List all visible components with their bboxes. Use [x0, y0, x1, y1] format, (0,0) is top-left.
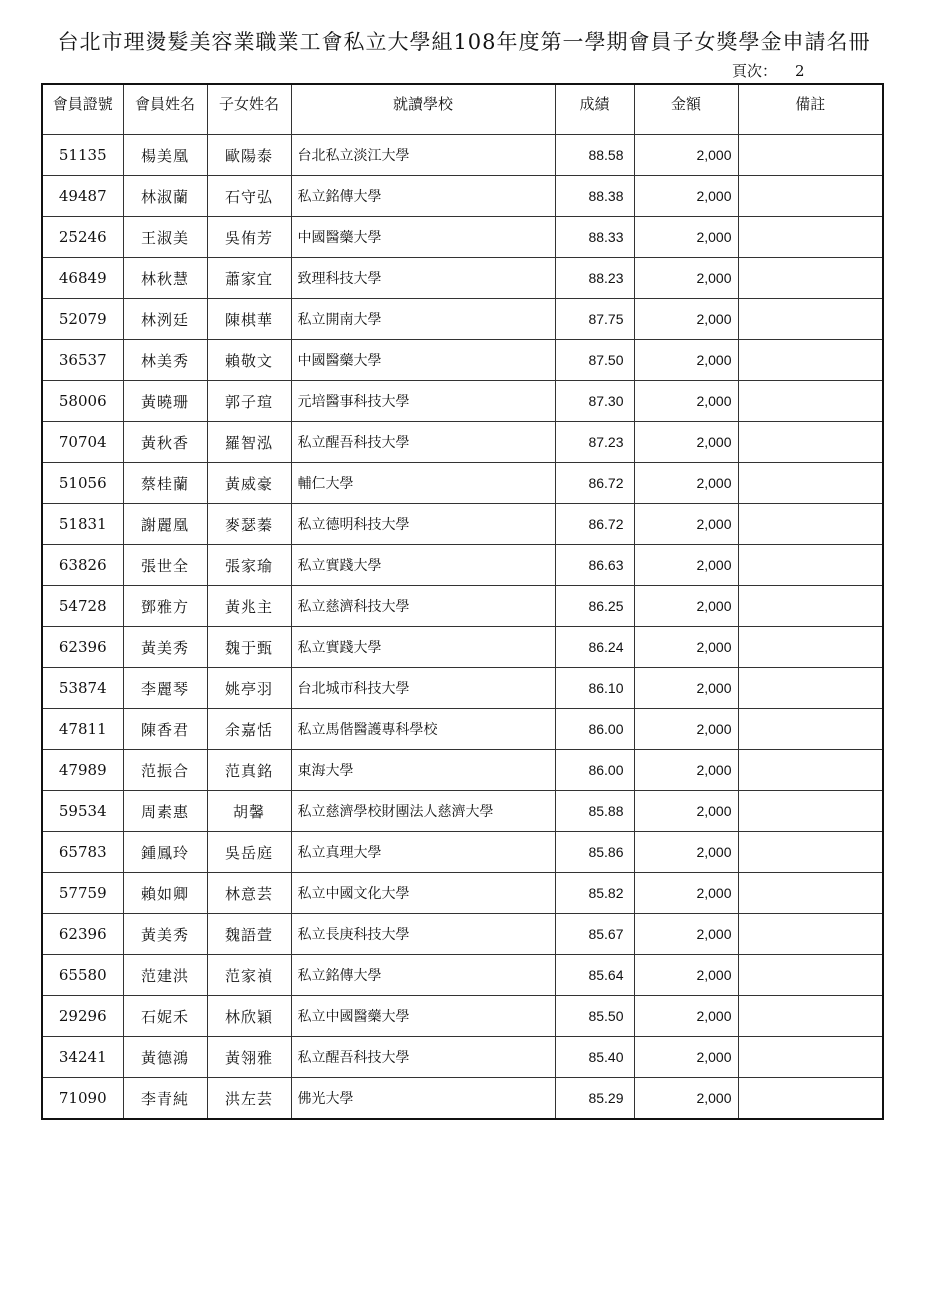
member-id-cell: 47989 [42, 750, 123, 791]
school-cell: 中國醫藥大學 [291, 340, 555, 381]
note-cell [738, 504, 883, 545]
child-name-cell: 姚亭羽 [207, 668, 291, 709]
header-amount: 金額 [634, 84, 738, 135]
member-name-cell: 張世全 [123, 545, 207, 586]
school-cell: 元培醫事科技大學 [291, 381, 555, 422]
school-cell: 私立醒吾科技大學 [291, 1037, 555, 1078]
score-cell: 87.50 [555, 340, 634, 381]
member-name-cell: 楊美凰 [123, 135, 207, 176]
table-row [42, 299, 883, 340]
member-id-cell: 63826 [42, 545, 123, 586]
score-cell: 86.10 [555, 668, 634, 709]
school-cell: 私立開南大學 [291, 299, 555, 340]
table-row [42, 258, 883, 299]
member-name-cell: 鍾鳳玲 [123, 832, 207, 873]
school-cell: 私立銘傳大學 [291, 955, 555, 996]
member-name-cell: 黃秋香 [123, 422, 207, 463]
member-name-cell: 王淑美 [123, 217, 207, 258]
table-row [42, 422, 883, 463]
table-row [42, 955, 883, 996]
header-school: 就讀學校 [291, 84, 555, 135]
score-cell: 86.63 [555, 545, 634, 586]
amount-cell: 2,000 [634, 873, 738, 914]
score-cell: 87.23 [555, 422, 634, 463]
note-cell [738, 586, 883, 627]
amount-cell: 2,000 [634, 914, 738, 955]
header-child-name: 子女姓名 [207, 84, 291, 135]
member-id-cell: 47811 [42, 709, 123, 750]
school-cell: 台北城市科技大學 [291, 668, 555, 709]
table-header-row [42, 84, 883, 135]
member-name-cell: 黃美秀 [123, 627, 207, 668]
score-cell: 88.58 [555, 135, 634, 176]
amount-cell: 2,000 [634, 750, 738, 791]
note-cell [738, 217, 883, 258]
page-number [732, 60, 805, 81]
school-cell: 私立實踐大學 [291, 545, 555, 586]
note-cell [738, 627, 883, 668]
table-row [42, 586, 883, 627]
child-name-cell: 麥瑟蓁 [207, 504, 291, 545]
page-number-value: 2 [795, 62, 805, 80]
member-id-cell: 49487 [42, 176, 123, 217]
school-cell: 輔仁大學 [291, 463, 555, 504]
note-cell [738, 750, 883, 791]
child-name-cell: 林意芸 [207, 873, 291, 914]
table-row [42, 750, 883, 791]
note-cell [738, 873, 883, 914]
member-name-cell: 林秋慧 [123, 258, 207, 299]
school-cell: 私立銘傳大學 [291, 176, 555, 217]
member-name-cell: 李麗琴 [123, 668, 207, 709]
school-cell: 私立中國文化大學 [291, 873, 555, 914]
table-row [42, 873, 883, 914]
member-id-cell: 57759 [42, 873, 123, 914]
member-name-cell: 黃德鴻 [123, 1037, 207, 1078]
table-row [42, 627, 883, 668]
child-name-cell: 蕭家宜 [207, 258, 291, 299]
amount-cell: 2,000 [634, 340, 738, 381]
score-cell: 85.88 [555, 791, 634, 832]
member-id-cell: 34241 [42, 1037, 123, 1078]
member-id-cell: 62396 [42, 627, 123, 668]
member-id-cell: 62396 [42, 914, 123, 955]
score-cell: 85.29 [555, 1078, 634, 1120]
score-cell: 87.75 [555, 299, 634, 340]
member-id-cell: 71090 [42, 1078, 123, 1120]
note-cell [738, 545, 883, 586]
amount-cell: 2,000 [634, 1037, 738, 1078]
amount-cell: 2,000 [634, 832, 738, 873]
table-row [42, 1037, 883, 1078]
score-cell: 85.86 [555, 832, 634, 873]
note-cell [738, 791, 883, 832]
school-cell: 私立中國醫藥大學 [291, 996, 555, 1037]
note-cell [738, 340, 883, 381]
score-cell: 85.40 [555, 1037, 634, 1078]
member-id-cell: 51056 [42, 463, 123, 504]
document-title: 台北市理燙髮美容業職業工會私立大學組108年度第一學期會員子女獎學金申請名冊 [57, 30, 871, 54]
amount-cell: 2,000 [634, 422, 738, 463]
score-cell: 86.24 [555, 627, 634, 668]
child-name-cell: 郭子瑄 [207, 381, 291, 422]
note-cell [738, 668, 883, 709]
note-cell [738, 832, 883, 873]
member-name-cell: 李青純 [123, 1078, 207, 1120]
member-id-cell: 51831 [42, 504, 123, 545]
member-name-cell: 蔡桂蘭 [123, 463, 207, 504]
score-cell: 86.00 [555, 750, 634, 791]
amount-cell: 2,000 [634, 1078, 738, 1120]
note-cell [738, 996, 883, 1037]
score-cell: 88.23 [555, 258, 634, 299]
child-name-cell: 黃威豪 [207, 463, 291, 504]
child-name-cell: 吳岳庭 [207, 832, 291, 873]
member-id-cell: 65580 [42, 955, 123, 996]
note-cell [738, 955, 883, 996]
score-cell: 85.67 [555, 914, 634, 955]
school-cell: 私立實踐大學 [291, 627, 555, 668]
amount-cell: 2,000 [634, 176, 738, 217]
note-cell [738, 176, 883, 217]
score-cell: 85.64 [555, 955, 634, 996]
amount-cell: 2,000 [634, 545, 738, 586]
child-name-cell: 賴敬文 [207, 340, 291, 381]
amount-cell: 2,000 [634, 668, 738, 709]
note-cell [738, 299, 883, 340]
school-cell: 私立醒吾科技大學 [291, 422, 555, 463]
note-cell [738, 709, 883, 750]
score-cell: 85.82 [555, 873, 634, 914]
score-cell: 86.00 [555, 709, 634, 750]
amount-cell: 2,000 [634, 463, 738, 504]
table-row [42, 996, 883, 1037]
member-id-cell: 29296 [42, 996, 123, 1037]
child-name-cell: 胡馨 [207, 791, 291, 832]
member-name-cell: 林淑蘭 [123, 176, 207, 217]
page-number-label: 頁次： [732, 62, 778, 80]
note-cell [738, 422, 883, 463]
table-row [42, 791, 883, 832]
header-note: 備註 [738, 84, 883, 135]
child-name-cell: 林欣穎 [207, 996, 291, 1037]
member-id-cell: 65783 [42, 832, 123, 873]
member-id-cell: 59534 [42, 791, 123, 832]
member-id-cell: 25246 [42, 217, 123, 258]
table-row [42, 545, 883, 586]
member-name-cell: 謝麗凰 [123, 504, 207, 545]
note-cell [738, 1037, 883, 1078]
header-member-id: 會員證號 [42, 84, 123, 135]
score-cell: 88.33 [555, 217, 634, 258]
member-id-cell: 36537 [42, 340, 123, 381]
school-cell: 致理科技大學 [291, 258, 555, 299]
child-name-cell: 范真銘 [207, 750, 291, 791]
member-name-cell: 賴如卿 [123, 873, 207, 914]
school-cell: 私立慈濟學校財團法人慈濟大學 [291, 791, 555, 832]
note-cell [738, 914, 883, 955]
member-name-cell: 石妮禾 [123, 996, 207, 1037]
score-cell: 86.25 [555, 586, 634, 627]
header-score: 成績 [555, 84, 634, 135]
amount-cell: 2,000 [634, 217, 738, 258]
school-cell: 私立德明科技大學 [291, 504, 555, 545]
table-row [42, 709, 883, 750]
school-cell: 私立真理大學 [291, 832, 555, 873]
table-row [42, 217, 883, 258]
amount-cell: 2,000 [634, 709, 738, 750]
amount-cell: 2,000 [634, 996, 738, 1037]
member-id-cell: 54728 [42, 586, 123, 627]
table-row [42, 914, 883, 955]
child-name-cell: 歐陽泰 [207, 135, 291, 176]
table-row [42, 176, 883, 217]
score-cell: 86.72 [555, 463, 634, 504]
member-name-cell: 陳香君 [123, 709, 207, 750]
table-row [42, 832, 883, 873]
school-cell: 私立慈濟科技大學 [291, 586, 555, 627]
scholarship-roster-table [41, 83, 884, 1120]
child-name-cell: 黃翎雅 [207, 1037, 291, 1078]
table-row [42, 504, 883, 545]
note-cell [738, 1078, 883, 1120]
school-cell: 私立長庚科技大學 [291, 914, 555, 955]
member-name-cell: 黃曉珊 [123, 381, 207, 422]
member-id-cell: 51135 [42, 135, 123, 176]
amount-cell: 2,000 [634, 955, 738, 996]
table-row [42, 463, 883, 504]
note-cell [738, 463, 883, 504]
member-id-cell: 53874 [42, 668, 123, 709]
school-cell: 台北私立淡江大學 [291, 135, 555, 176]
header-member-name: 會員姓名 [123, 84, 207, 135]
member-id-cell: 46849 [42, 258, 123, 299]
score-cell: 88.38 [555, 176, 634, 217]
child-name-cell: 陳棋華 [207, 299, 291, 340]
child-name-cell: 魏語萱 [207, 914, 291, 955]
note-cell [738, 258, 883, 299]
child-name-cell: 范家禎 [207, 955, 291, 996]
amount-cell: 2,000 [634, 135, 738, 176]
school-cell: 中國醫藥大學 [291, 217, 555, 258]
member-name-cell: 范建洪 [123, 955, 207, 996]
member-id-cell: 70704 [42, 422, 123, 463]
table-row [42, 340, 883, 381]
member-id-cell: 52079 [42, 299, 123, 340]
amount-cell: 2,000 [634, 586, 738, 627]
score-cell: 85.50 [555, 996, 634, 1037]
score-cell: 86.72 [555, 504, 634, 545]
note-cell [738, 135, 883, 176]
member-name-cell: 黃美秀 [123, 914, 207, 955]
child-name-cell: 石守弘 [207, 176, 291, 217]
amount-cell: 2,000 [634, 791, 738, 832]
table-row [42, 381, 883, 422]
member-name-cell: 鄧雅方 [123, 586, 207, 627]
child-name-cell: 魏于甄 [207, 627, 291, 668]
member-id-cell: 58006 [42, 381, 123, 422]
amount-cell: 2,000 [634, 627, 738, 668]
member-name-cell: 范振合 [123, 750, 207, 791]
note-cell [738, 381, 883, 422]
child-name-cell: 張家瑜 [207, 545, 291, 586]
school-cell: 私立馬偕醫護專科學校 [291, 709, 555, 750]
table-body [42, 135, 883, 1120]
table-row [42, 668, 883, 709]
amount-cell: 2,000 [634, 504, 738, 545]
score-cell: 87.30 [555, 381, 634, 422]
child-name-cell: 余嘉恬 [207, 709, 291, 750]
child-name-cell: 羅智泓 [207, 422, 291, 463]
table-row [42, 135, 883, 176]
amount-cell: 2,000 [634, 381, 738, 422]
child-name-cell: 吳侑芳 [207, 217, 291, 258]
amount-cell: 2,000 [634, 299, 738, 340]
child-name-cell: 黃兆主 [207, 586, 291, 627]
amount-cell: 2,000 [634, 258, 738, 299]
school-cell: 東海大學 [291, 750, 555, 791]
child-name-cell: 洪左芸 [207, 1078, 291, 1120]
member-name-cell: 林美秀 [123, 340, 207, 381]
member-name-cell: 林洌廷 [123, 299, 207, 340]
member-name-cell: 周素惠 [123, 791, 207, 832]
table-row [42, 1078, 883, 1120]
school-cell: 佛光大學 [291, 1078, 555, 1120]
